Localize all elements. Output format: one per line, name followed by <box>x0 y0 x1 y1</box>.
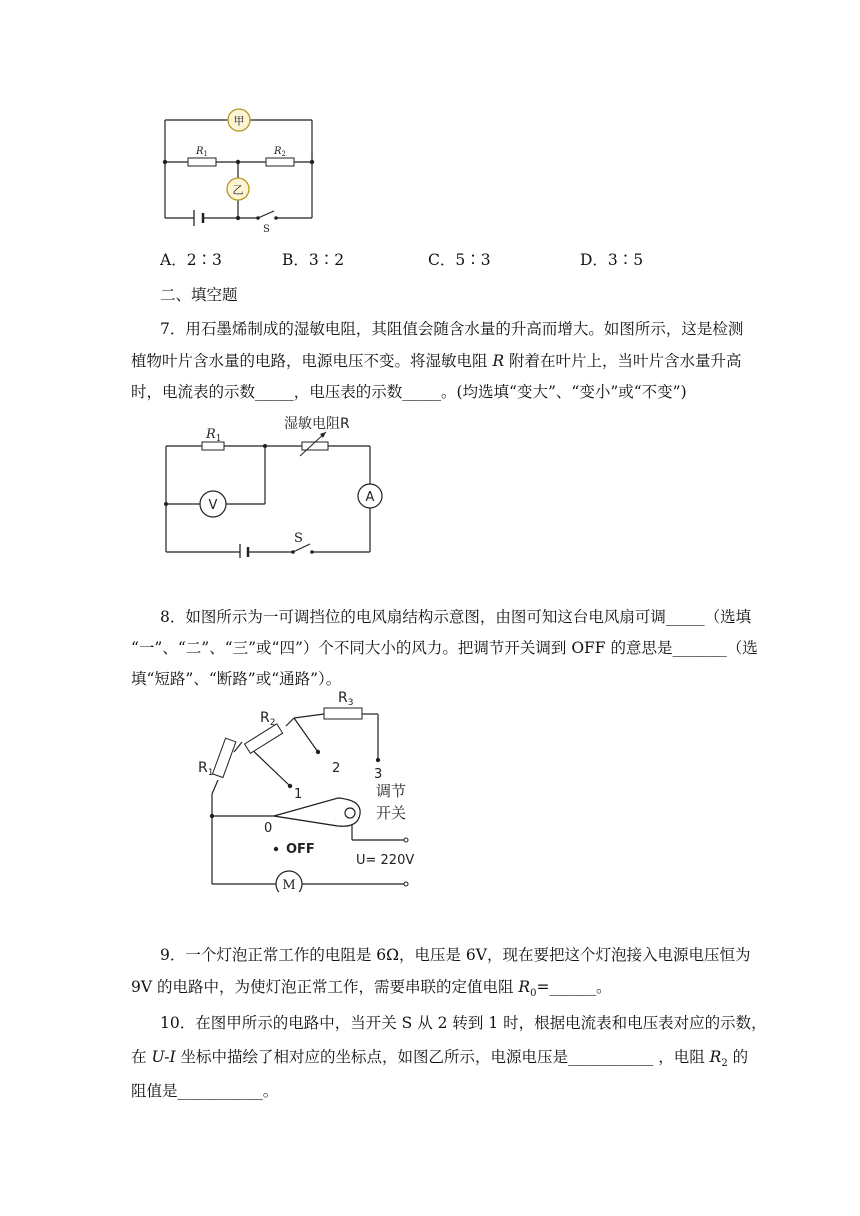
option-d: D．3∶5 <box>580 251 644 269</box>
fig3-r3-label: R <box>338 690 348 706</box>
q10-line-1: 10．在图甲所示的电路中，当开关 S 从 2 转到 1 时，根据电流表和电压表对应的示数， <box>160 1014 767 1032</box>
circuit-figure-1 <box>150 104 330 236</box>
meter-yi-label: 乙 <box>232 183 244 197</box>
svg-text:R2 <box>273 146 286 158</box>
fig3-r2-sub: 2 <box>269 718 276 728</box>
r1-label: R <box>196 146 204 157</box>
q7-line-1: 7．用石墨烯制成的湿敏电阻，其阻值会随含水量的升高而增大。如图所示，这是检测 <box>160 320 744 338</box>
r2-label: R <box>274 146 282 157</box>
svg-text:R3 <box>338 690 353 708</box>
r1-sub: 1 <box>203 150 208 158</box>
fig3-r3-sub: 3 <box>347 698 354 708</box>
q10-line-2: 在 U-I 坐标中描绘了相对应的坐标点，如图乙所示，电源电压是___________ ，电阻 $R_2$ 的 <box>131 1048 749 1070</box>
q9-line-2: 9V 的电路中，为使灯泡正常工作，需要串联的定值电阻 $R_0=\_\_\_\_\_\_$。 <box>131 978 612 1000</box>
svg-text:R2 <box>260 710 275 728</box>
svg-text:R1 <box>195 146 208 158</box>
fig3-r1-sub: 1 <box>207 768 214 778</box>
q9-line-1: 9．一个灯泡正常工作的电阻是 6Ω，电压是 6V，现在要把这个灯泡接入电源电压恒为 <box>160 946 751 964</box>
option-a: A．2∶3 <box>160 251 222 269</box>
q8-line-2: “一”、“二”、“三”或“四”）个不同大小的风力。把调节开关调到 OFF 的意思是_______（选 <box>131 639 758 657</box>
motor-label: M <box>282 878 296 892</box>
ammeter-label: A <box>365 490 375 505</box>
fig3-r2-label: R <box>260 710 270 726</box>
tap-2-label: 2 <box>332 761 341 776</box>
q7-line-2: 植物叶片含水量的电路，电源电压不变。将湿敏电阻 R 附着在叶片上，当叶片含水量升高 <box>131 352 742 370</box>
tap-0-label: 0 <box>264 821 273 836</box>
circuit-figure-2 <box>150 408 390 558</box>
voltage-label: U= 220V <box>356 853 415 868</box>
switch-label-line-1: 调节 <box>376 782 407 800</box>
humidity-resistor-label: 湿敏电阻R <box>284 416 350 432</box>
tap-1-label: 1 <box>294 787 303 802</box>
option-b: B．3∶2 <box>282 251 345 269</box>
section-title: 二、填空题 <box>160 286 238 304</box>
option-c: C．5∶3 <box>428 251 491 269</box>
tap-3-label: 3 <box>374 767 383 782</box>
fig3-r1-label: R <box>198 760 208 776</box>
svg-text:R1 <box>198 760 213 778</box>
switch-label-line-2: 开关 <box>376 804 407 822</box>
fig2-r1-sub: 1 <box>215 434 222 444</box>
fan-circuit-figure <box>190 686 430 892</box>
r2-sub: 2 <box>281 150 286 158</box>
voltmeter-label: V <box>208 498 218 513</box>
switch-label: S <box>263 224 270 235</box>
off-label: OFF <box>286 842 315 857</box>
q8-line-1: 8．如图所示为一可调挡位的电风扇结构示意图，由图可知这台电风扇可调_____（选填 <box>160 608 752 626</box>
fig2-switch-label: S <box>294 531 303 546</box>
svg-text:R1 <box>205 427 222 444</box>
q8-line-3: 填“短路”、“断路”或“通路”）。 <box>131 670 342 688</box>
fig2-r1-label: R <box>206 427 216 442</box>
q10-line-3: 阻值是___________。 <box>131 1082 279 1100</box>
meter-jia-label: 甲 <box>233 114 245 128</box>
q7-line-3: 时，电流表的示数_____，电压表的示数_____。(均选填“变大”、“变小”或“不变”) <box>131 383 687 401</box>
